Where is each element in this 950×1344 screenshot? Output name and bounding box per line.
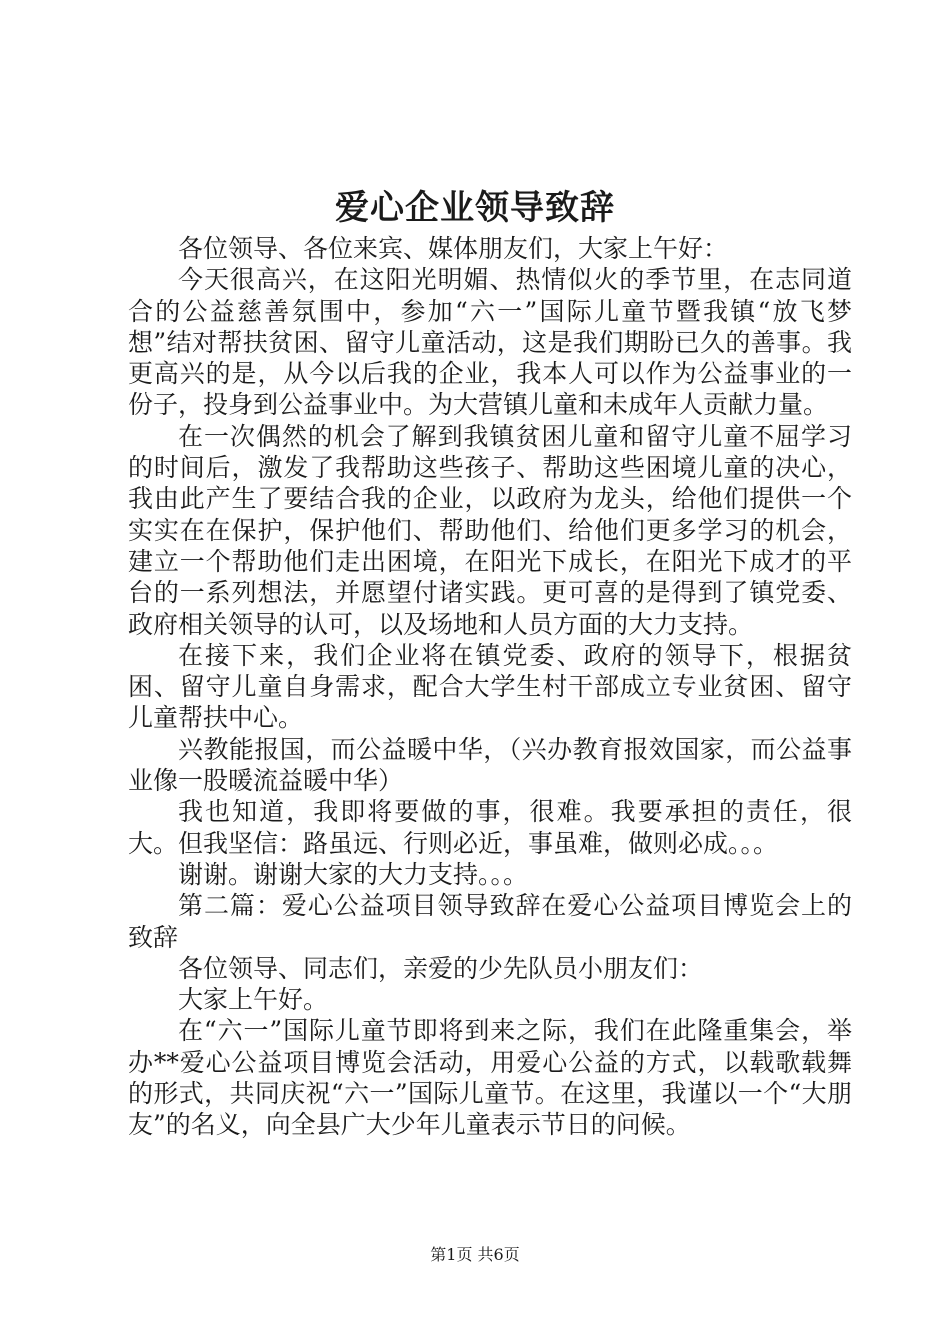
page-number-footer: 第1页 共6页 <box>430 1245 520 1264</box>
section-heading: 第二篇：爱心公益项目领导致辞在爱心公益项目博览会上的致辞 <box>128 891 852 952</box>
paragraph-thanks: 谢谢。谢谢大家的大力支持。。。 <box>178 859 529 889</box>
document-body <box>128 233 852 1141</box>
document-title: 爱心企业领导致辞 <box>335 188 615 228</box>
paragraph-greeting: 各位领导、各位来宾、媒体朋友们，大家上午好： <box>178 234 729 263</box>
paragraph-greeting: 各位领导、同志们，亲爱的少先队员小朋友们： <box>178 953 704 983</box>
paragraph: 在接下来，我们企业将在镇党委、政府的领导下，根据贫困、留守儿童自身需求，配合大学生村干部成立专业贫困、留守儿童帮扶中心。 <box>128 640 852 733</box>
paragraph: 在“六一”国际儿童节即将到来之际，我们在此隆重集会，举办**爱心公益项目博览会活动，用爱心公益的方式，以载歌载舞的形式，共同庆祝“六一”国际儿童节。在这里，我谨以一个“大朋友”的名义，向全县广大少年儿童表示节日的问候。 <box>128 1016 852 1140</box>
paragraph: 在一次偶然的机会了解到我镇贫困儿童和留守儿童不屈学习的时间后，激发了我帮助这些孩子、帮助这些困境儿童的决心，我由此产生了要结合我的企业，以政府为龙头，给他们提供一个实实在在保护，保护他们、帮助他们、给他们更多学习的机会，建立一个帮助他们走出困境，在阳光下成长，在阳光下成才的平台的一系列想法，并愿望付诸实践。更可喜的是得到了镇党委、政府相关领导的认可，以及场地和人员方面的大力支持。 <box>128 421 852 639</box>
paragraph: 兴教能报国，而公益暖中华，（兴办教育报效国家，而公益事业像一股暖流益暖中华） <box>128 734 852 796</box>
paragraph: 我也知道，我即将要做的事，很难。我要承担的责任，很大。但我坚信：路虽远、行则必近，事虽难，做则必成。。。 <box>128 797 852 858</box>
paragraph: 今天很高兴，在这阳光明媚、热情似火的季节里，在志同道合的公益慈善氛围中，参加“六一”国际儿童节暨我镇“放飞梦想”结对帮扶贫困、留守儿童活动，这是我们期盼已久的善事。我更高兴的是，从今以后我的企业，我本人可以作为公益事业的一份子，投身到公益事业中。为大营镇儿童和未成年人贡献力量。 <box>128 265 852 420</box>
paragraph: 大家上午好。 <box>178 985 329 1015</box>
